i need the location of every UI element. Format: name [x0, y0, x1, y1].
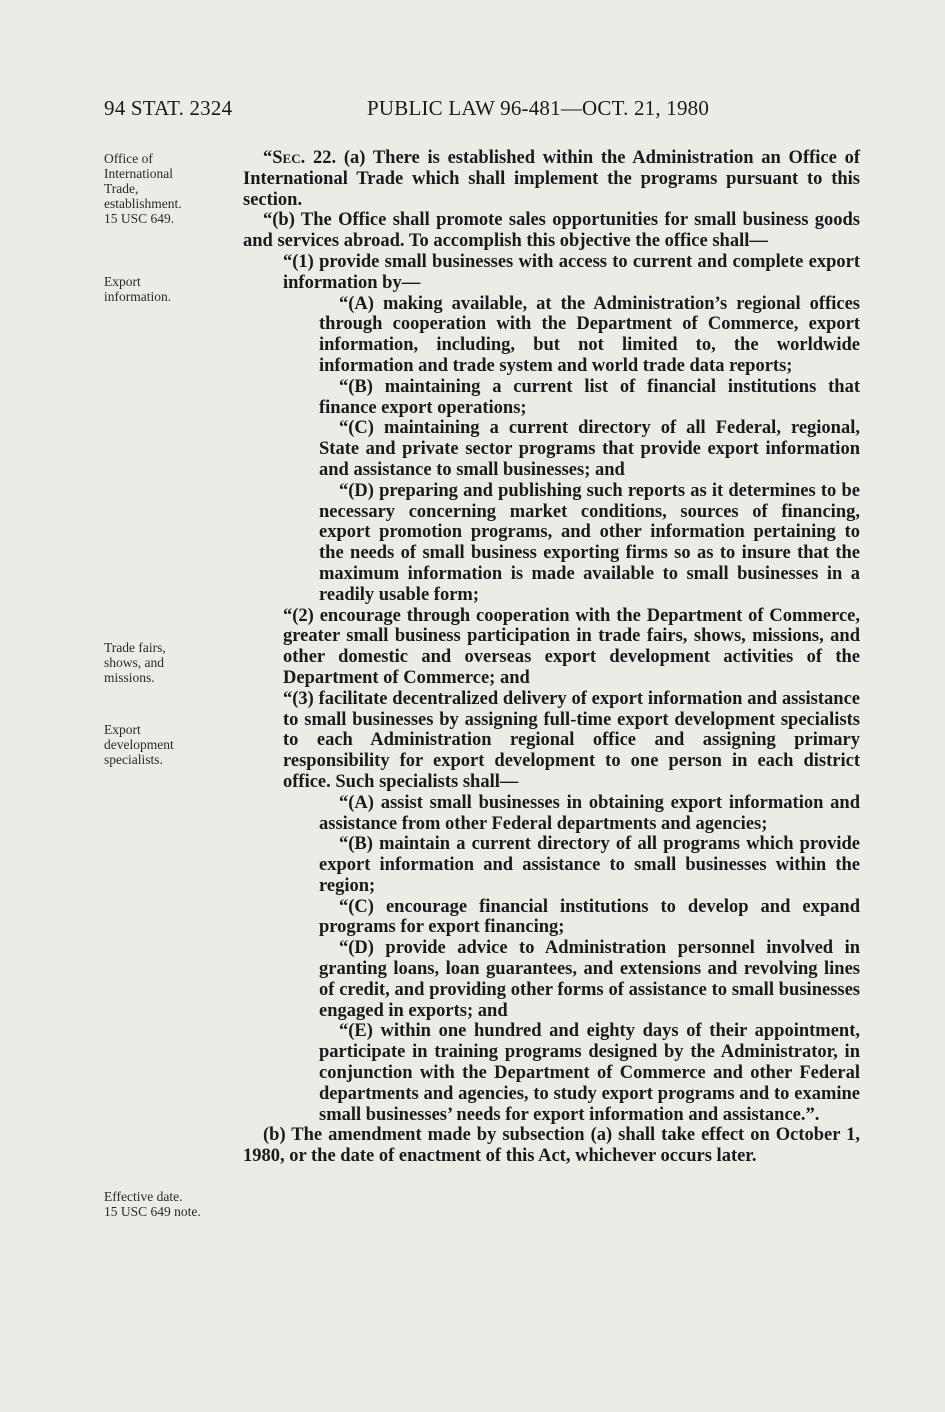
- paragraph-3-D: “(D) provide advice to Administration personnel involved in granting loans, loan guarantees, and extensions and revolving lines of credit, and providing other forms of assistance to small businesses engaged in exports; and: [319, 938, 860, 1021]
- paragraph-3-A: “(A) assist small businesses in obtaining export information and assistance from other Federal departments and agencies;: [319, 792, 860, 834]
- paragraph-2: “(2) encourage through cooperation with the Department of Commerce, greater small business participation in trade fairs, shows, missions, and other domestic and overseas export development activities of the Department of Commerce; and: [283, 605, 860, 688]
- paragraph-3-C: “(C) encourage financial institutions to develop and expand programs for export financing;: [319, 896, 860, 938]
- margin-note-office: Office of International Trade, establishment. 15 USC 649.: [104, 151, 182, 226]
- section-label: “Sec.: [263, 148, 306, 168]
- margin-note-effective-date: Effective date. 15 USC 649 note.: [104, 1189, 201, 1219]
- section-22-a-text: 22. (a) There is established within the Administration an Office of International Trade which shall implement the programs pursuant to this section.: [243, 148, 860, 210]
- section-22-a: [243, 148, 860, 210]
- paragraph-3: “(3) facilitate decentralized delivery of export information and assistance to small businesses by assigning full-time export development specialists to each Administration regional office and assigning primary responsibility for export development to one person in each district office. Such specialists shall—: [283, 688, 860, 792]
- paragraph-1-D: “(D) preparing and publishing such reports as it determines to be necessary concerning market conditions, sources of financing, export promotion programs, and other information pertaining to the needs of small business exporting firms so as to insure that the maximum information is made available to small businesses in a readily usable form;: [319, 480, 860, 605]
- paragraph-1-C: “(C) maintaining a current directory of all Federal, regional, State and private sector programs that provide export information and assistance to small businesses; and: [319, 418, 860, 480]
- margin-note-trade-fairs: Trade fairs, shows, and missions.: [104, 640, 166, 685]
- paragraph-1-B: “(B) maintaining a current list of financial institutions that finance export operations;: [319, 376, 860, 418]
- effective-date-text: (b) The amendment made by subsection (a) shall take effect on October 1, 1980, or the date of enactment of this Act, whichever occurs later.: [243, 1125, 860, 1167]
- statute-body: [243, 148, 860, 1167]
- margin-note-export-info: Export information.: [104, 274, 172, 304]
- paragraph-3-E: “(E) within one hundred and eighty days of their appointment, participate in training programs designed by the Administrator, in conjunction with the Department of Commerce and other Federal departments and agencies, to study export programs and to examine small businesses’ needs for export information and assistance.”.: [319, 1021, 860, 1125]
- subsection-b: “(b) The Office shall promote sales opportunities for small business goods and services abroad. To accomplish this objective the office shall—: [243, 210, 860, 252]
- page-stat-citation: 94 STAT. 2324: [104, 96, 233, 120]
- paragraph-3-B: “(B) maintain a current directory of all programs which provide export information and assistance to small businesses within the region;: [319, 834, 860, 896]
- paragraph-1: “(1) provide small businesses with access to current and complete export information by—: [283, 251, 860, 293]
- page-running-head: PUBLIC LAW 96-481—OCT. 21, 1980: [367, 96, 710, 120]
- paragraph-1-A: “(A) making available, at the Administration’s regional offices through cooperation with the Department of Commerce, export information, including, but not limited to, the worldwide information and trade system and world trade data reports;: [319, 293, 860, 376]
- margin-note-export-specialists: Export development specialists.: [104, 722, 174, 767]
